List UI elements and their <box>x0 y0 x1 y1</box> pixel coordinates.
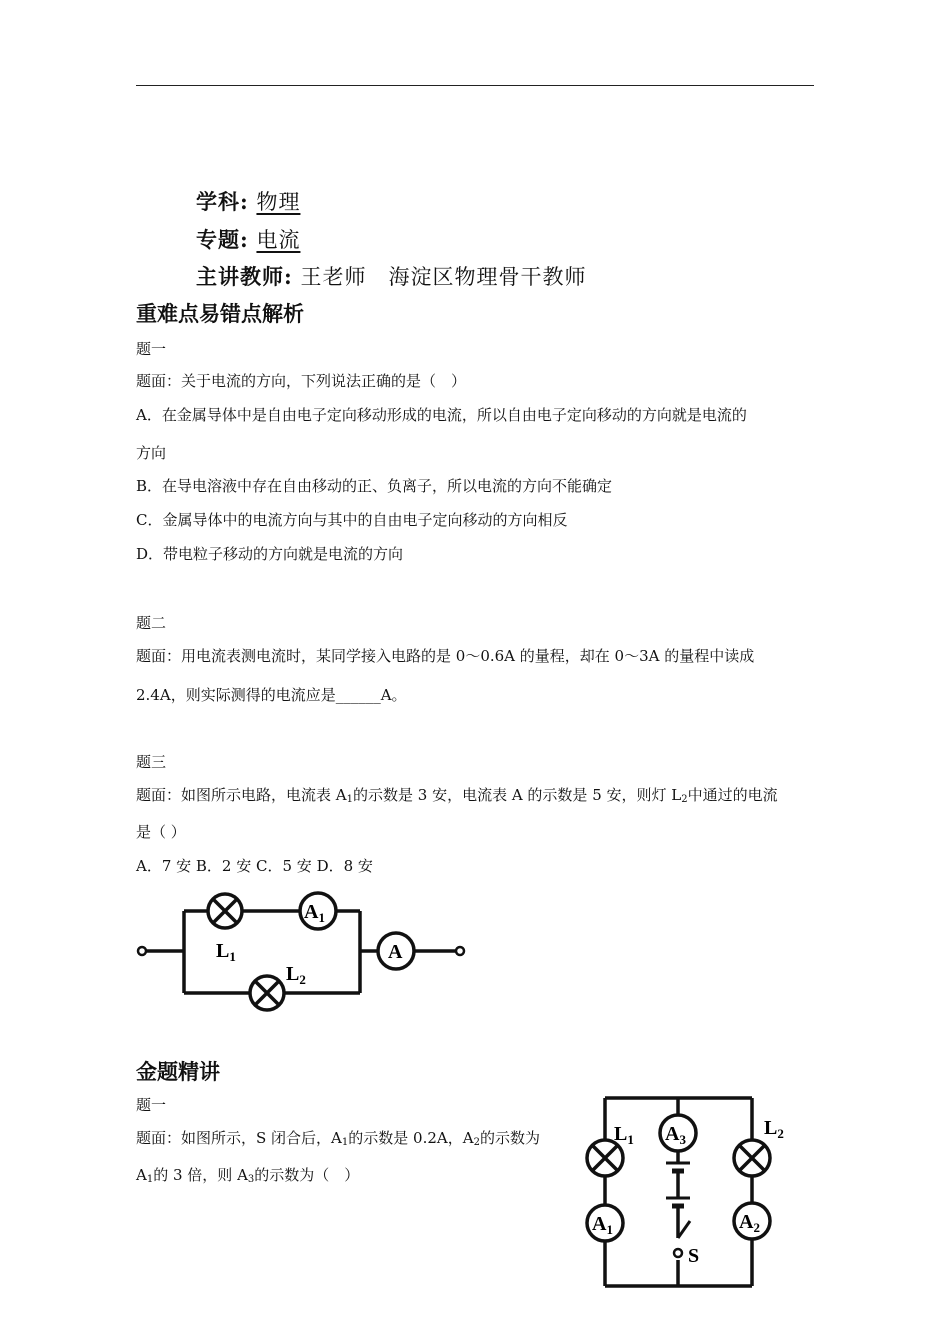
q1-number: 题一 <box>136 340 167 358</box>
svg-text:L1 <box>614 1123 634 1147</box>
q3-number: 题三 <box>136 753 167 771</box>
fig1-a-label: A <box>388 941 403 963</box>
fig2-a3-sub: 3 <box>679 1132 686 1147</box>
q1-option-a-line2: 方向 <box>136 444 167 462</box>
section-title-difficulties: 重难点易错点解析 <box>136 302 304 326</box>
gq1-stem-part-b: 的示数是 0.2A，A <box>348 1129 474 1147</box>
section-title-gold-problems: 金题精讲 <box>136 1060 220 1084</box>
fig1-a1-sub: 1 <box>318 910 325 925</box>
q3-options: A．7 安 B．2 安 C．5 安 D．8 安 <box>136 857 373 875</box>
gq1-stem2-part-a: A <box>136 1166 147 1184</box>
fig2-a1-letter: A <box>592 1213 607 1235</box>
q2-stem-line2: 2.4A，则实际测得的电流应是______A。 <box>136 686 407 704</box>
q3-stem-part-a: 题面：如图所示电路，电流表 A <box>136 786 347 804</box>
q2-stem-line1: 题面：用电流表测电流时，某同学接入电路的是 0～0.6A 的量程，却在 0～3A 的量程中读成 <box>136 647 755 665</box>
lamp-l1-icon <box>208 894 242 928</box>
q3-sub-1: 1 <box>346 794 353 805</box>
subject-line <box>196 186 300 216</box>
fig1-l2-letter: L <box>286 963 300 985</box>
fig2-a3-letter: A <box>665 1123 680 1145</box>
q3-stem-part-b: 的示数是 3 安，电流表 A 的示数是 5 安，则灯 L <box>352 786 682 804</box>
q3-sub-2: 2 <box>681 794 688 805</box>
subject-value: 物理 <box>256 190 301 214</box>
gq1-stem2-part-b: 的 3 倍，则 A <box>153 1166 248 1184</box>
q1-option-a-line1: A．在金属导体中是自由电子定向移动形成的电流，所以自由电子定向移动的方向就是电流的 <box>136 406 747 424</box>
gq1-sub-1: 1 <box>341 1137 349 1148</box>
q3-stem-line2: 是（ ） <box>136 823 186 841</box>
fig2-a1-sub: 1 <box>606 1222 613 1237</box>
gq1-number: 题一 <box>136 1096 167 1114</box>
q1-option-c: C．金属导体中的电流方向与其中的自由电子定向移动的方向相反 <box>136 511 568 529</box>
gq1-stem2-part-c: 的示数为（ ） <box>254 1166 360 1184</box>
fig2-a2-sub: 2 <box>753 1220 760 1235</box>
topic-line <box>196 224 300 254</box>
fig2-s-label: S <box>688 1245 700 1267</box>
svg-text:L2 <box>286 963 306 987</box>
fig2-l2-letter: L <box>764 1117 778 1139</box>
lamp-l2-icon <box>734 1140 770 1176</box>
q3-circuit-diagram <box>130 885 475 1015</box>
q3-stem-part-c: 中通过的电流 <box>687 786 778 804</box>
q3-stem-line1 <box>136 785 778 805</box>
fig1-l2-sub: 2 <box>299 972 306 987</box>
teacher-value: 王老师 海淀区物理骨干教师 <box>300 265 587 289</box>
gq1-sub-1b: 1 <box>146 1174 154 1185</box>
svg-text:L1 <box>216 940 236 964</box>
q2-number: 题二 <box>136 614 167 632</box>
teacher-label: 主讲教师: <box>196 264 293 289</box>
gq1-stem-line1 <box>136 1128 540 1148</box>
q1-stem: 题面：关于电流的方向，下列说法正确的是（ ） <box>136 372 467 390</box>
lamp-l1-icon <box>587 1140 623 1176</box>
fig1-a1-letter: A <box>304 901 319 923</box>
gq1-stem-line2 <box>136 1165 359 1185</box>
subject-label: 学科: <box>196 189 249 214</box>
topic-label: 专题: <box>196 227 249 252</box>
fig2-l1-letter: L <box>614 1123 628 1145</box>
svg-text:L2 <box>764 1117 784 1141</box>
gq1-stem-part-a: 题面：如图所示，S 闭合后，A <box>136 1129 342 1147</box>
fig1-l1-sub: 1 <box>229 949 236 964</box>
fig1-l1-letter: L <box>216 940 230 962</box>
teacher-line <box>196 261 586 291</box>
gq1-circuit-diagram <box>578 1090 800 1292</box>
fig2-a2-letter: A <box>739 1211 754 1233</box>
topic-value: 电流 <box>256 228 301 252</box>
q1-option-b: B．在导电溶液中存在自由移动的正、负离子，所以电流的方向不能确定 <box>136 477 613 495</box>
lamp-l2-icon <box>250 976 284 1010</box>
gq1-sub-3: 3 <box>247 1174 255 1185</box>
fig2-l1-sub: 1 <box>627 1132 634 1147</box>
header-rule <box>136 85 814 86</box>
fig2-l2-sub: 2 <box>777 1126 784 1141</box>
gq1-stem-part-c: 的示数为 <box>479 1129 540 1147</box>
q1-option-d: D．带电粒子移动的方向就是电流的方向 <box>136 545 404 563</box>
gq1-sub-2: 2 <box>473 1137 480 1148</box>
